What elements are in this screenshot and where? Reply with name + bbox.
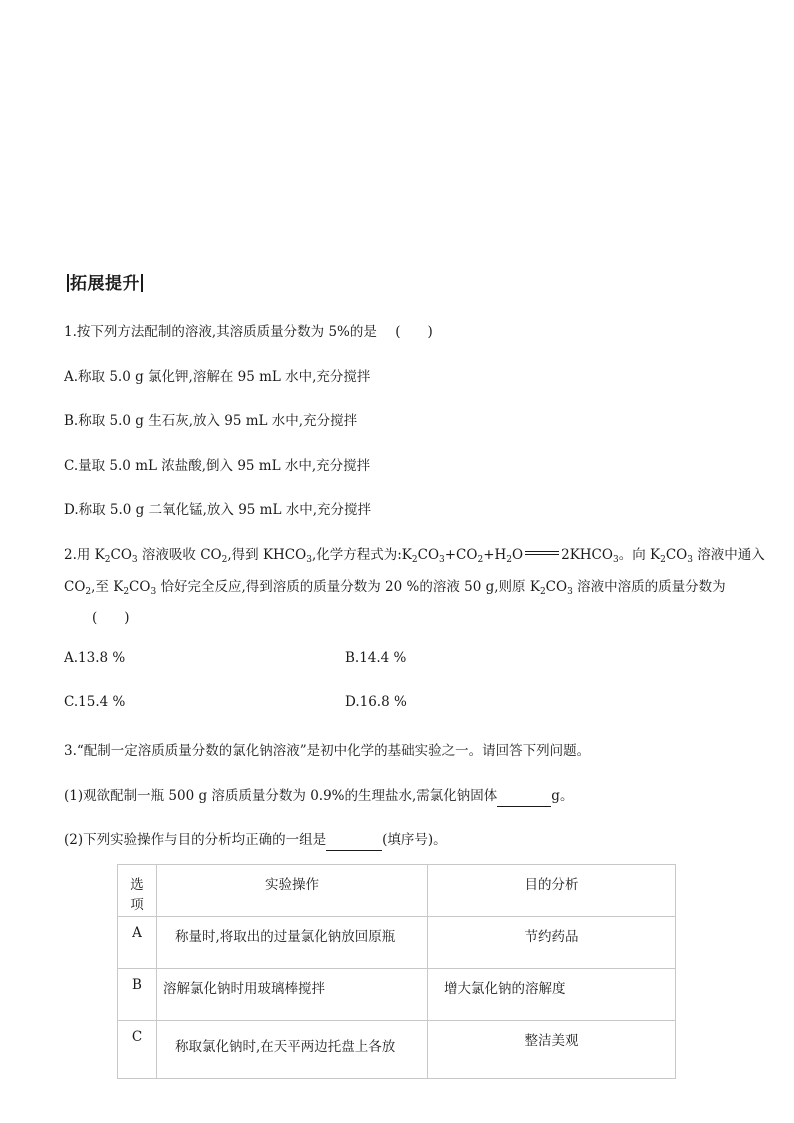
table-row bbox=[118, 1021, 676, 1079]
table-cell: B bbox=[118, 969, 157, 1021]
table-cell: A bbox=[118, 917, 157, 969]
table-row bbox=[118, 917, 676, 969]
table-header-row bbox=[118, 865, 676, 917]
table-header: 实验操作 bbox=[157, 865, 428, 917]
q1-option-d: D.称取 5.0 g 二氧化锰,放入 95 mL 水中,充分搅拌 bbox=[64, 502, 372, 518]
equation-sign bbox=[525, 551, 559, 555]
answer-blank[interactable] bbox=[497, 790, 551, 807]
section-title: 拓展提升 bbox=[66, 269, 144, 294]
table-cell: 溶解氯化钠时用玻璃棒搅拌 bbox=[157, 969, 428, 1021]
q3-stem: 3.“配制一定溶质质量分数的氯化钠溶液”是初中化学的基础实验之一。请回答下列问题。 bbox=[64, 743, 591, 759]
q2-option-d: D.16.8 % bbox=[345, 694, 407, 710]
q2-stem-line2: $CO_2$,至 $K_2CO_3$ 恰好完全反应,得到溶质的质量分数为 20 %的溶液 50 g,则原 $K_2CO_3$ 溶液中溶质的质量分数为 bbox=[64, 579, 726, 597]
q3-part2: (2)下列实验操作与目的分析均正确的一组是 (填序号)。 bbox=[64, 828, 447, 851]
options-table bbox=[117, 864, 676, 1079]
q2-stem-line1: 2.用 $K_2CO_3$ 溶液吸收 $CO_2$,得到 $KHCO_3$,化学方程式为$:K_2CO_3+CO_2+H_2O$ $2KHCO_3$。向 $K_2CO_3$ 溶液中通入 bbox=[64, 547, 765, 565]
q2-answer-paren: ( ) bbox=[92, 610, 130, 626]
q2-option-c: C.15.4 % bbox=[64, 694, 126, 710]
table-cell: 增大氯化钠的溶解度 bbox=[428, 969, 676, 1021]
q2-option-a: A.13.8 % bbox=[64, 650, 126, 666]
table-header: 目的分析 bbox=[428, 865, 676, 917]
q1-option-b: B.称取 5.0 g 生石灰,放入 95 mL 水中,充分搅拌 bbox=[64, 413, 358, 429]
table-header: 选项 bbox=[118, 865, 157, 917]
q1-option-a: A.称取 5.0 g 氯化钾,溶解在 95 mL 水中,充分搅拌 bbox=[64, 369, 371, 385]
table-cell: 节约药品 bbox=[428, 917, 676, 969]
q3-part1: (1)观欲配制一瓶 500 g 溶质质量分数为 0.9%的生理盐水,需氯化钠固体 g。 bbox=[64, 784, 573, 807]
answer-blank[interactable] bbox=[326, 834, 382, 851]
table-cell: C bbox=[118, 1021, 157, 1079]
q1-stem: 1.按下列方法配制的溶液,其溶质质量分数为 5%的是 ( ) bbox=[64, 324, 433, 340]
q2-option-b: B.14.4 % bbox=[345, 650, 407, 666]
table-cell: 整洁美观 bbox=[428, 1021, 676, 1079]
table-cell: 称取氯化钠时,在天平两边托盘上各放 bbox=[157, 1021, 428, 1079]
table-row bbox=[118, 969, 676, 1021]
table-cell: 称量时,将取出的过量氯化钠放回原瓶 bbox=[157, 917, 428, 969]
q1-option-c: C.量取 5.0 mL 浓盐酸,倒入 95 mL 水中,充分搅拌 bbox=[64, 458, 371, 474]
